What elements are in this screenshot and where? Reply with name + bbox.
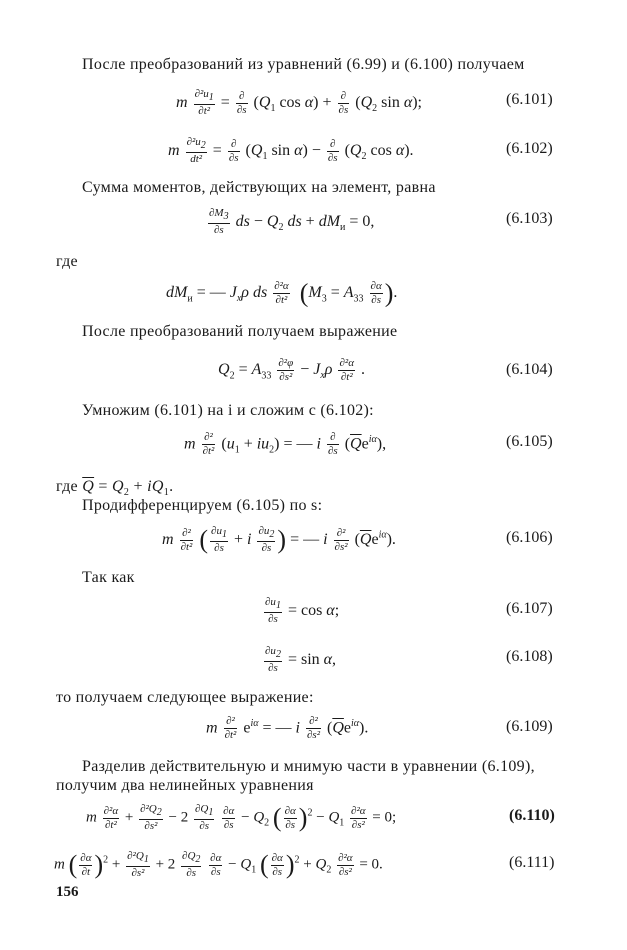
equation-number: (6.110) <box>509 807 555 824</box>
equation-number: (6.108) <box>506 648 553 665</box>
paragraph-multiply: Умножим (6.101) на i и сложим с (6.102): <box>82 402 374 419</box>
equation-number: (6.109) <box>506 718 553 735</box>
paragraph-where: где <box>56 253 78 270</box>
equation-6-101: m $\frac{\partial^2u_1}{\text{∂t²}}$ = $\frac{\partial}{\partial s}$ ($Q_1$ cos α) + $\frac{\partial}{\partial s}$ ($Q_2$ sin α); <box>176 88 422 118</box>
paragraph-since: Так как <box>82 569 135 586</box>
paragraph-separate-a: Разделив действительную и мнимую части в уравнении (6.109), <box>82 758 535 775</box>
equation-6-103: $\frac{\partial M_3}{\partial s}$ ds − $Q_2$ ds + $dM_и = 0$, <box>209 207 375 237</box>
paragraph-after-transform: После преобразований получаем выражение <box>82 323 398 340</box>
equation-6-108: $\frac{\partial u_2}{\partial s}$ = sin α, <box>265 645 337 675</box>
equation-6-105: m $\frac{\text{∂²}}{\text{∂t²}}$ $(u_1 + iu_2)$ = — i $\frac{\partial}{\partial s}$ $(\overline{Q}e^{i\alpha})$, <box>184 431 387 458</box>
equation-number: (6.106) <box>506 529 553 546</box>
equation-6-109: m $\frac{\text{∂²}}{\text{∂t²}}$ $e^{i\alpha}$ = — i $\frac{\text{∂²}}{\text{∂s²}}$ $(\overline{Q}e^{i\alpha})$. <box>206 715 369 742</box>
paragraph-differentiate: Продифференцируем (6.105) по s: <box>82 497 323 514</box>
equation-number: (6.107) <box>506 600 553 617</box>
equation-6-104: $Q_2 = A_{33}$ $\frac{\text{∂²φ}}{\text{∂s²}}$ − $J_x\rho$ $\frac{\text{∂²α}}{\text{∂t²}}$ . <box>218 357 365 383</box>
page-number: 156 <box>56 884 79 900</box>
paragraph-intro: После преобразований из уравнений (6.99) и (6.100) получаем <box>82 56 525 73</box>
equation-number: (6.105) <box>506 433 553 450</box>
equation-6-107: $\frac{\partial u_1}{\partial s}$ = cos α; <box>265 596 340 626</box>
paragraph-separate-b: получим два нелинейных уравнения <box>56 777 314 794</box>
equation-number: (6.102) <box>506 140 553 157</box>
equation-number: (6.104) <box>506 361 553 378</box>
equation-number: (6.103) <box>506 210 553 227</box>
equation-6-106: m $\frac{\text{∂²}}{\text{∂t²}}$ ( $\frac{\partial u_1}{\partial s}$ + i $\frac{\partial u_2}{\partial s}$ ) = — i $\frac{\text{∂²}}{\text{∂s²}}$ $(\overline{Q}e^{i\alpha})$. <box>162 525 396 555</box>
equation-number: (6.111) <box>509 854 555 871</box>
equation-number: (6.101) <box>506 91 553 108</box>
equation-dm-inertia: $dM_и$ = — $J_x\rho$ ds $\frac{\text{∂²α}}{\text{∂t²}}$ ($M_3 = A_{33}$ $\frac{\partial\alpha}{\partial s}$ ). <box>166 278 398 308</box>
paragraph-qbar-def: где $\overline{Q} = Q_2 + iQ_1$. <box>56 478 174 499</box>
paragraph-moments: Сумма моментов, действующих на элемент, равна <box>82 179 436 196</box>
paragraph-result: то получаем следующее выражение: <box>56 689 314 706</box>
equation-6-102: m $\frac{\partial^2u_2}{\text{dt²}}$ = $\frac{\partial}{\partial s}$ ($Q_1$ sin α) − $\frac{\partial}{\partial s}$ ($Q_2$ cos α). <box>168 136 414 166</box>
equation-6-110: m $\frac{\text{∂²α}}{\text{∂t²}}$ + $\frac{\partial^2Q_2}{\text{∂s²}}$ − 2 $\frac{\partial Q_1}{\partial s}$ $\frac{\partial\alpha}{\partial s}$ − $Q_2$ ( $\frac{\partial\alpha}{\partial s}$ )$^2 - Q_1$ $\frac{\text{∂²α}}{\text{∂s²}}$ = 0; <box>86 803 397 833</box>
equation-6-111: m ( $\frac{\partial\alpha}{\partial t}$ )$^2$ + $\frac{\partial^2Q_1}{\text{∂s²}}$ + 2 $\frac{\partial Q_2}{\partial s}$ $\frac{\partial\alpha}{\partial s}$ − $Q_1$ ( $\frac{\partial\alpha}{\partial s}$ )$^2 + Q_2$ $\frac{\text{∂²α}}{\text{∂s²}}$ = 0. <box>54 850 383 880</box>
